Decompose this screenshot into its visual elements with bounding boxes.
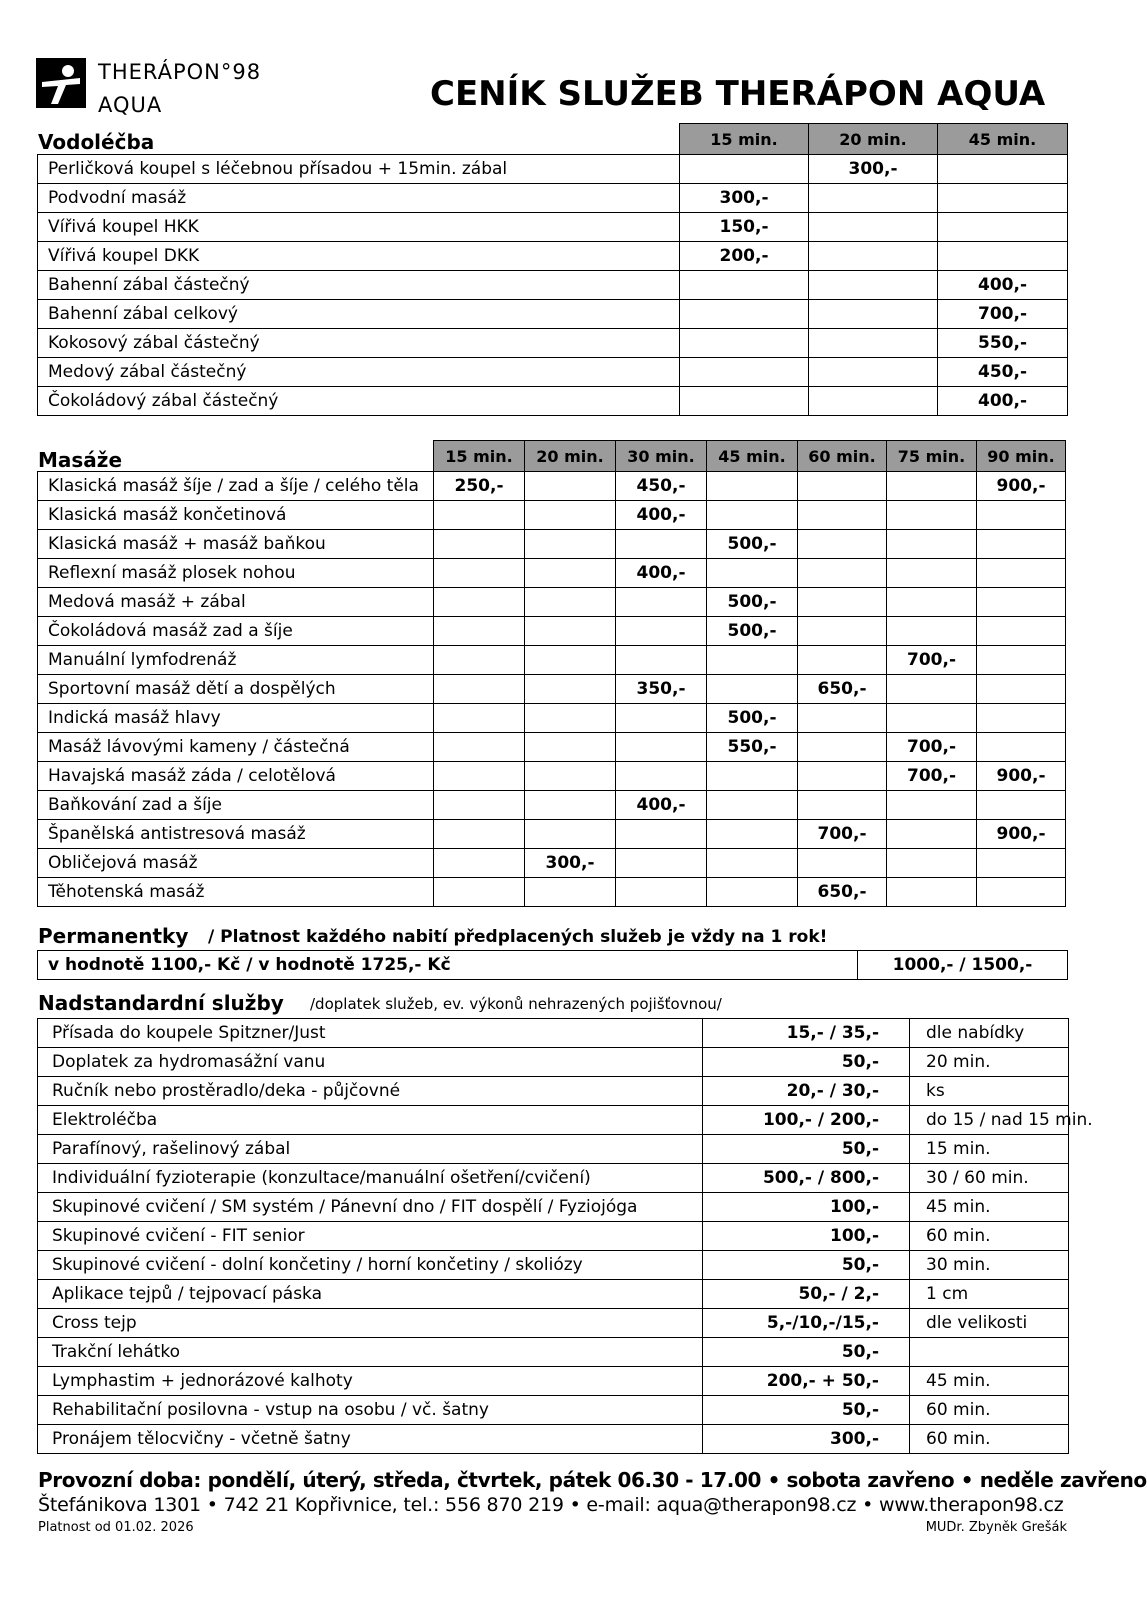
price-cell bbox=[798, 472, 887, 501]
price-cell bbox=[798, 530, 887, 559]
unit-cell: 30 / 60 min. bbox=[910, 1164, 1069, 1193]
price-cell bbox=[680, 329, 809, 358]
price-cell bbox=[798, 588, 887, 617]
price-cell bbox=[707, 501, 798, 530]
unit-cell: dle velikosti bbox=[910, 1309, 1069, 1338]
price-cell bbox=[525, 675, 616, 704]
service-name: Medový zábal částečný bbox=[38, 358, 680, 387]
price-cell bbox=[525, 617, 616, 646]
price-cell bbox=[525, 820, 616, 849]
price-cell bbox=[616, 733, 707, 762]
price-cell: 100,- / 200,- bbox=[703, 1106, 910, 1135]
price-cell bbox=[434, 617, 525, 646]
service-name: Havajská masáž záda / celotělová bbox=[38, 762, 434, 791]
price-cell: 50,- bbox=[703, 1396, 910, 1425]
table-row bbox=[38, 1222, 1069, 1251]
table-row bbox=[38, 849, 1066, 878]
price-cell: 700,- bbox=[798, 820, 887, 849]
service-name: Bahenní zábal částečný bbox=[38, 271, 680, 300]
permanentky-label: v hodnotě 1100,- Kč / v hodnotě 1725,- Kč bbox=[38, 951, 858, 980]
price-cell bbox=[525, 733, 616, 762]
validity-date: Platnost od 01.02. 2026 bbox=[38, 1520, 194, 1535]
price-cell: 550,- bbox=[938, 329, 1068, 358]
price-cell bbox=[616, 646, 707, 675]
price-cell bbox=[798, 617, 887, 646]
price-cell bbox=[798, 762, 887, 791]
table-row bbox=[38, 530, 1066, 559]
price-cell: 500,- / 800,- bbox=[703, 1164, 910, 1193]
price-cell bbox=[809, 300, 938, 329]
table-row bbox=[38, 820, 1066, 849]
price-cell: 50,- bbox=[703, 1251, 910, 1280]
price-cell: 200,- + 50,- bbox=[703, 1367, 910, 1396]
nadstandard-note: /doplatek služeb, ev. výkonů nehrazených pojišťovnou/ bbox=[310, 995, 722, 1013]
table-row bbox=[38, 271, 1068, 300]
price-cell: 500,- bbox=[707, 588, 798, 617]
price-cell bbox=[434, 559, 525, 588]
price-cell bbox=[809, 387, 938, 416]
contact-address: Štefánikova 1301 • 742 21 Kopřivnice, tel.: 556 870 219 • e-mail: aqua@therapon98.cz • www.therapon98.cz bbox=[38, 1494, 1064, 1516]
price-cell bbox=[525, 646, 616, 675]
price-cell: 400,- bbox=[938, 387, 1068, 416]
price-cell: 50,- bbox=[703, 1338, 910, 1367]
price-cell: 20,- / 30,- bbox=[703, 1077, 910, 1106]
price-cell bbox=[525, 878, 616, 907]
service-name: Perličková koupel s léčebnou přísadou + 15min. zábal bbox=[38, 155, 680, 184]
table-row bbox=[38, 1251, 1069, 1280]
service-name: Doplatek za hydromasážní vanu bbox=[38, 1048, 703, 1077]
col-header: 45 min. bbox=[707, 441, 798, 472]
price-cell bbox=[680, 300, 809, 329]
service-name: Ručník nebo prostěradlo/deka - půjčovné bbox=[38, 1077, 703, 1106]
table-row bbox=[38, 300, 1068, 329]
price-cell bbox=[525, 588, 616, 617]
price-cell bbox=[616, 878, 707, 907]
vodolecba-table bbox=[37, 123, 1068, 416]
table-row bbox=[38, 1135, 1069, 1164]
service-name: Klasická masáž + masáž baňkou bbox=[38, 530, 434, 559]
table-row bbox=[38, 242, 1068, 271]
table-row bbox=[38, 155, 1068, 184]
permanentky-heading: Permanentky bbox=[38, 924, 189, 948]
table-row bbox=[38, 184, 1068, 213]
price-cell bbox=[938, 213, 1068, 242]
price-cell bbox=[707, 791, 798, 820]
unit-cell: 45 min. bbox=[910, 1367, 1069, 1396]
price-cell bbox=[938, 155, 1068, 184]
price-cell bbox=[616, 588, 707, 617]
service-name: Těhotenská masáž bbox=[38, 878, 434, 907]
price-cell: 500,- bbox=[707, 530, 798, 559]
price-cell bbox=[616, 762, 707, 791]
service-name: Vířivá koupel HKK bbox=[38, 213, 680, 242]
price-cell: 250,- bbox=[434, 472, 525, 501]
price-cell: 400,- bbox=[616, 791, 707, 820]
price-cell bbox=[977, 501, 1066, 530]
logo-sub: AQUA bbox=[98, 93, 163, 117]
price-cell bbox=[887, 472, 977, 501]
service-name: Manuální lymfodrenáž bbox=[38, 646, 434, 675]
price-cell: 300,- bbox=[680, 184, 809, 213]
service-name: Skupinové cvičení - FIT senior bbox=[38, 1222, 703, 1251]
price-cell bbox=[798, 849, 887, 878]
price-cell bbox=[525, 704, 616, 733]
price-cell bbox=[977, 646, 1066, 675]
price-cell bbox=[798, 646, 887, 675]
col-header: 20 min. bbox=[809, 124, 938, 155]
logo-icon bbox=[36, 58, 86, 108]
service-name: Španělská antistresová masáž bbox=[38, 820, 434, 849]
service-name: Medová masáž + zábal bbox=[38, 588, 434, 617]
price-cell bbox=[887, 791, 977, 820]
price-cell: 100,- bbox=[703, 1193, 910, 1222]
table-row bbox=[38, 1425, 1069, 1454]
price-cell: 300,- bbox=[525, 849, 616, 878]
price-cell: 650,- bbox=[798, 878, 887, 907]
unit-cell: 15 min. bbox=[910, 1135, 1069, 1164]
price-cell bbox=[887, 820, 977, 849]
price-cell bbox=[525, 559, 616, 588]
service-name: Reflexní masáž plosek nohou bbox=[38, 559, 434, 588]
price-cell bbox=[887, 559, 977, 588]
price-cell bbox=[707, 559, 798, 588]
price-cell bbox=[938, 184, 1068, 213]
service-name: Pronájem tělocvičny - včetně šatny bbox=[38, 1425, 703, 1454]
service-name: Lymphastim + jednorázové kalhoty bbox=[38, 1367, 703, 1396]
price-cell bbox=[887, 849, 977, 878]
col-header: 60 min. bbox=[798, 441, 887, 472]
price-cell: 700,- bbox=[887, 733, 977, 762]
service-name: Rehabilitační posilovna - vstup na osobu / vč. šatny bbox=[38, 1396, 703, 1425]
table-row bbox=[38, 704, 1066, 733]
price-cell bbox=[798, 733, 887, 762]
price-cell bbox=[616, 617, 707, 646]
price-cell bbox=[707, 675, 798, 704]
unit-cell: do 15 / nad 15 min. bbox=[910, 1106, 1069, 1135]
opening-hours: Provozní doba: pondělí, úterý, středa, čtvrtek, pátek 06.30 - 17.00 • sobota zavřeno • neděle zavřeno bbox=[38, 1468, 1147, 1492]
price-cell bbox=[809, 184, 938, 213]
vodolecba-heading: Vodoléčba bbox=[38, 130, 155, 154]
masaze-table bbox=[37, 440, 1066, 907]
price-cell: 50,- / 2,- bbox=[703, 1280, 910, 1309]
price-cell bbox=[525, 472, 616, 501]
price-cell: 700,- bbox=[938, 300, 1068, 329]
unit-cell: 60 min. bbox=[910, 1425, 1069, 1454]
service-name: Sportovní masáž dětí a dospělých bbox=[38, 675, 434, 704]
price-cell bbox=[707, 849, 798, 878]
col-header: 90 min. bbox=[977, 441, 1066, 472]
table-row bbox=[38, 1309, 1069, 1338]
table-row bbox=[38, 358, 1068, 387]
price-cell bbox=[525, 791, 616, 820]
service-name: Masáž lávovými kameny / částečná bbox=[38, 733, 434, 762]
service-name: Aplikace tejpů / tejpovací páska bbox=[38, 1280, 703, 1309]
price-cell bbox=[798, 704, 887, 733]
service-name: Vířivá koupel DKK bbox=[38, 242, 680, 271]
unit-cell: 30 min. bbox=[910, 1251, 1069, 1280]
table-row bbox=[38, 878, 1066, 907]
table-row bbox=[38, 1193, 1069, 1222]
price-cell bbox=[434, 791, 525, 820]
price-cell: 450,- bbox=[616, 472, 707, 501]
price-cell bbox=[616, 704, 707, 733]
price-cell: 350,- bbox=[616, 675, 707, 704]
col-header: 20 min. bbox=[525, 441, 616, 472]
price-cell bbox=[887, 501, 977, 530]
price-cell: 15,- / 35,- bbox=[703, 1019, 910, 1048]
price-cell bbox=[977, 588, 1066, 617]
price-cell bbox=[977, 733, 1066, 762]
price-cell bbox=[977, 849, 1066, 878]
table-row bbox=[38, 213, 1068, 242]
price-cell bbox=[977, 675, 1066, 704]
table-row bbox=[38, 762, 1066, 791]
price-cell: 300,- bbox=[809, 155, 938, 184]
price-cell bbox=[798, 791, 887, 820]
service-name: Klasická masáž končetinová bbox=[38, 501, 434, 530]
price-cell: 400,- bbox=[616, 501, 707, 530]
price-cell bbox=[977, 559, 1066, 588]
unit-cell: ks bbox=[910, 1077, 1069, 1106]
service-name: Parafínový, rašelinový zábal bbox=[38, 1135, 703, 1164]
table-row bbox=[38, 1280, 1069, 1309]
table-row bbox=[38, 329, 1068, 358]
unit-cell: 20 min. bbox=[910, 1048, 1069, 1077]
price-cell bbox=[434, 820, 525, 849]
table-row bbox=[38, 559, 1066, 588]
table-row bbox=[38, 1077, 1069, 1106]
table-row bbox=[38, 791, 1066, 820]
masaze-heading: Masáže bbox=[38, 448, 123, 472]
unit-cell: 1 cm bbox=[910, 1280, 1069, 1309]
table-row bbox=[38, 1019, 1069, 1048]
price-cell bbox=[680, 155, 809, 184]
price-cell: 500,- bbox=[707, 617, 798, 646]
price-cell bbox=[809, 329, 938, 358]
price-cell bbox=[798, 501, 887, 530]
table-row bbox=[38, 1048, 1069, 1077]
service-name: Bahenní zábal celkový bbox=[38, 300, 680, 329]
table-row bbox=[38, 387, 1068, 416]
price-cell bbox=[434, 588, 525, 617]
price-cell: 900,- bbox=[977, 762, 1066, 791]
table-row bbox=[38, 733, 1066, 762]
unit-cell: 45 min. bbox=[910, 1193, 1069, 1222]
price-cell: 150,- bbox=[680, 213, 809, 242]
service-name: Přísada do koupele Spitzner/Just bbox=[38, 1019, 703, 1048]
price-cell bbox=[434, 530, 525, 559]
table-row bbox=[38, 646, 1066, 675]
price-cell: 550,- bbox=[707, 733, 798, 762]
price-cell: 900,- bbox=[977, 820, 1066, 849]
page-title: CENÍK SLUŽEB THERÁPON AQUA bbox=[430, 74, 1046, 114]
service-name: Skupinové cvičení / SM systém / Pánevní dno / FIT dospělí / Fyziojóga bbox=[38, 1193, 703, 1222]
price-cell bbox=[616, 849, 707, 878]
price-cell bbox=[434, 704, 525, 733]
col-header: 75 min. bbox=[887, 441, 977, 472]
table-row bbox=[38, 1106, 1069, 1135]
price-cell: 700,- bbox=[887, 646, 977, 675]
service-name: Indická masáž hlavy bbox=[38, 704, 434, 733]
price-cell bbox=[616, 530, 707, 559]
service-name: Kokosový zábal částečný bbox=[38, 329, 680, 358]
service-name: Čokoládový zábal částečný bbox=[38, 387, 680, 416]
price-cell bbox=[434, 733, 525, 762]
service-name: Čokoládová masáž zad a šíje bbox=[38, 617, 434, 646]
price-cell bbox=[680, 358, 809, 387]
service-name: Klasická masáž šíje / zad a šíje / celého těla bbox=[38, 472, 434, 501]
price-cell bbox=[887, 588, 977, 617]
price-cell bbox=[809, 242, 938, 271]
permanentky-note: / Platnost každého nabití předplacených služeb je vždy na 1 rok! bbox=[208, 927, 828, 947]
price-cell bbox=[887, 675, 977, 704]
price-cell bbox=[887, 878, 977, 907]
price-cell bbox=[977, 878, 1066, 907]
price-cell: 400,- bbox=[616, 559, 707, 588]
price-cell: 400,- bbox=[938, 271, 1068, 300]
price-cell: 900,- bbox=[977, 472, 1066, 501]
table-row bbox=[38, 617, 1066, 646]
price-cell bbox=[977, 791, 1066, 820]
service-name: Podvodní masáž bbox=[38, 184, 680, 213]
price-cell bbox=[707, 472, 798, 501]
service-name: Baňkování zad a šíje bbox=[38, 791, 434, 820]
table-row bbox=[38, 1367, 1069, 1396]
price-cell: 100,- bbox=[703, 1222, 910, 1251]
price-cell bbox=[707, 646, 798, 675]
table-row bbox=[38, 1338, 1069, 1367]
price-cell bbox=[434, 849, 525, 878]
logo-brand: THERÁPON°98 bbox=[98, 60, 262, 84]
price-cell: 200,- bbox=[680, 242, 809, 271]
col-header: 15 min. bbox=[680, 124, 809, 155]
price-cell bbox=[680, 271, 809, 300]
price-cell bbox=[434, 878, 525, 907]
service-name: Trakční lehátko bbox=[38, 1338, 703, 1367]
price-cell bbox=[887, 704, 977, 733]
price-cell: 50,- bbox=[703, 1048, 910, 1077]
author-name: MUDr. Zbyněk Grešák bbox=[925, 1520, 1067, 1535]
permanentky-price: 1000,- / 1500,- bbox=[858, 951, 1068, 980]
price-cell bbox=[938, 242, 1068, 271]
price-cell bbox=[977, 530, 1066, 559]
price-cell bbox=[707, 820, 798, 849]
price-cell: 500,- bbox=[707, 704, 798, 733]
price-cell bbox=[977, 617, 1066, 646]
service-name: Elektroléčba bbox=[38, 1106, 703, 1135]
price-cell bbox=[809, 358, 938, 387]
price-cell bbox=[434, 501, 525, 530]
price-cell: 700,- bbox=[887, 762, 977, 791]
nadstandard-heading: Nadstandardní služby bbox=[38, 991, 284, 1015]
price-cell: 50,- bbox=[703, 1135, 910, 1164]
nadstandard-table bbox=[37, 1018, 1093, 1454]
price-cell bbox=[525, 762, 616, 791]
price-cell bbox=[434, 675, 525, 704]
col-header: 15 min. bbox=[434, 441, 525, 472]
price-cell bbox=[809, 271, 938, 300]
price-cell bbox=[887, 530, 977, 559]
price-cell bbox=[707, 762, 798, 791]
price-cell bbox=[616, 820, 707, 849]
price-cell bbox=[680, 387, 809, 416]
price-cell bbox=[434, 646, 525, 675]
table-row bbox=[38, 501, 1066, 530]
table-row bbox=[38, 1164, 1069, 1193]
unit-cell bbox=[910, 1338, 1069, 1367]
permanentky-table bbox=[37, 950, 1068, 980]
service-name: Skupinové cvičení - dolní končetiny / horní končetiny / skoliózy bbox=[38, 1251, 703, 1280]
price-cell bbox=[887, 617, 977, 646]
service-name: Individuální fyzioterapie (konzultace/manuální ošetření/cvičení) bbox=[38, 1164, 703, 1193]
price-cell bbox=[977, 704, 1066, 733]
col-header: 30 min. bbox=[616, 441, 707, 472]
unit-cell: 60 min. bbox=[910, 1396, 1069, 1425]
price-cell bbox=[707, 878, 798, 907]
unit-cell: dle nabídky bbox=[910, 1019, 1069, 1048]
table-row bbox=[38, 675, 1066, 704]
unit-cell: 60 min. bbox=[910, 1222, 1069, 1251]
service-name: Obličejová masáž bbox=[38, 849, 434, 878]
table-row bbox=[38, 472, 1066, 501]
price-cell: 300,- bbox=[703, 1425, 910, 1454]
price-cell: 5,-/10,-/15,- bbox=[703, 1309, 910, 1338]
service-name: Cross tejp bbox=[38, 1309, 703, 1338]
table-row bbox=[38, 588, 1066, 617]
col-header: 45 min. bbox=[938, 124, 1068, 155]
price-cell: 450,- bbox=[938, 358, 1068, 387]
price-cell: 650,- bbox=[798, 675, 887, 704]
price-cell bbox=[525, 501, 616, 530]
price-cell bbox=[798, 559, 887, 588]
price-cell bbox=[809, 213, 938, 242]
table-row bbox=[38, 1396, 1069, 1425]
price-cell bbox=[525, 530, 616, 559]
price-cell bbox=[434, 762, 525, 791]
